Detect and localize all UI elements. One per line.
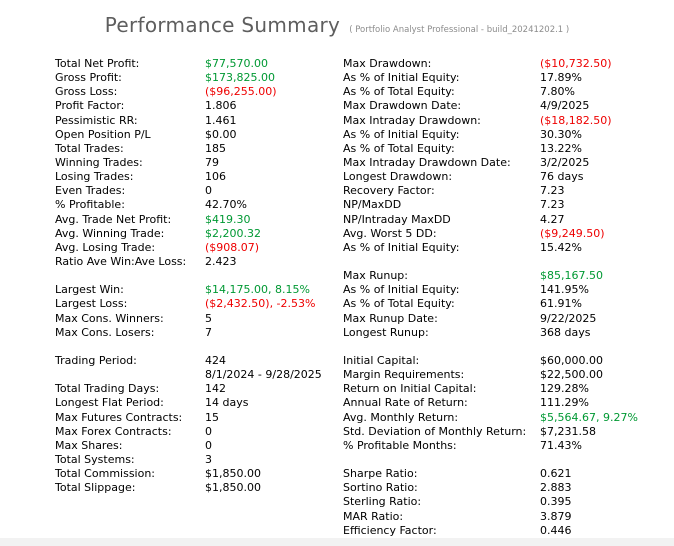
metric-label: Avg. Worst 5 DD: [343, 226, 437, 240]
metric-label: NP/MaxDD [343, 198, 402, 212]
table-row [55, 85, 674, 99]
metric-value: 2.883 [540, 481, 572, 495]
metric-label: Longest Drawdown: [343, 170, 453, 184]
metric-label: % Profitable Months: [343, 438, 457, 452]
table-row [55, 354, 674, 368]
metric-label: Sortino Ratio: [343, 481, 418, 495]
metric-label: Profit Factor: [55, 99, 125, 113]
report-header [0, 0, 674, 37]
metric-value: $5,564.67, 9.27% [540, 410, 638, 424]
metric-value: 1.461 [205, 113, 237, 127]
metric-label: Max Intraday Drawdown Date: [343, 156, 511, 170]
metric-value: $419.30 [205, 212, 251, 226]
metric-value: 30.30% [540, 127, 582, 141]
table-row [55, 382, 674, 396]
metric-value: 13.22% [540, 141, 582, 155]
table-row [55, 453, 674, 467]
table-row [55, 495, 674, 509]
table-row [55, 184, 674, 198]
table-row [55, 198, 674, 212]
metric-value: 76 days [540, 170, 584, 184]
table-row [55, 128, 674, 142]
metric-label: Largest Win: [55, 283, 124, 297]
metric-label: Max Drawdown: [343, 57, 432, 71]
table-row [55, 156, 674, 170]
metric-label: Max Runup Date: [343, 311, 438, 325]
metric-label: Avg. Losing Trade: [55, 240, 156, 254]
page-title: Performance Summary [104, 13, 341, 37]
metric-label: Max Futures Contracts: [55, 410, 183, 424]
metric-value: ($908.07) [205, 240, 260, 254]
table-row [55, 57, 674, 71]
metric-label: Efficiency Factor: [343, 523, 437, 537]
metric-label: Avg. Winning Trade: [55, 226, 165, 240]
metric-label: Std. Deviation of Monthly Return: [343, 424, 527, 438]
metric-label: Initial Capital: [343, 354, 420, 368]
metric-label: Avg. Trade Net Profit: [55, 212, 172, 226]
metric-label: Annual Rate of Return: [343, 396, 468, 410]
metric-label: Margin Requirements: [343, 368, 465, 382]
metric-value: 1.806 [205, 99, 237, 113]
metric-label: Max Cons. Losers: [55, 325, 155, 339]
metric-value: 4.27 [540, 212, 565, 226]
metric-label: Ratio Ave Win:Ave Loss: [55, 255, 187, 269]
table-row [55, 99, 674, 113]
metric-label: As % of Initial Equity: [343, 71, 460, 85]
table-row [55, 340, 674, 354]
table-row [55, 269, 674, 283]
metric-label: As % of Initial Equity: [343, 240, 460, 254]
metric-label: Max Shares: [55, 438, 123, 452]
metric-value: 71.43% [540, 438, 582, 452]
metric-value: 2.423 [205, 255, 237, 269]
metric-value: $85,167.50 [540, 269, 603, 283]
metric-label: Total Net Profit: [55, 57, 140, 71]
metric-label: Max Drawdown Date: [343, 99, 462, 113]
metric-label: Recovery Factor: [343, 184, 435, 198]
table-row [55, 481, 674, 495]
metric-label: Pessimistic RR: [55, 113, 138, 127]
metric-label: Max Runup: [343, 269, 408, 283]
table-row [55, 312, 674, 326]
metric-label: NP/Intraday MaxDD [343, 212, 451, 226]
metric-value: 3 [205, 453, 212, 466]
metric-value: 141.95% [540, 283, 589, 297]
metric-label: Avg. Monthly Return: [343, 410, 459, 424]
metric-value: 424 [205, 354, 226, 368]
table-row [55, 255, 674, 269]
metric-label: As % of Total Equity: [343, 85, 455, 99]
metric-label: Gross Profit: [55, 71, 122, 85]
metric-value: ($96,255.00) [205, 85, 277, 99]
table-row [55, 241, 674, 255]
metric-value: 7.23 [540, 198, 565, 212]
metric-value: 79 [205, 156, 219, 170]
metric-label: Max Forex Contracts: [55, 424, 172, 438]
metric-value: 9/22/2025 [540, 311, 597, 325]
metric-label: Total Systems: [55, 453, 135, 466]
metric-value: 61.91% [540, 297, 582, 311]
table-row [55, 524, 674, 538]
metric-label: Sharpe Ratio: [343, 467, 418, 481]
metric-label: Total Trading Days: [55, 382, 160, 396]
metric-label: Return on Initial Capital: [343, 382, 477, 396]
metric-label: % Profitable: [55, 198, 125, 212]
metric-value: 4/9/2025 [540, 99, 590, 113]
table-row [55, 326, 674, 340]
table-row [55, 114, 674, 128]
metric-value: 185 [205, 141, 226, 155]
metric-value: $0.00 [205, 127, 237, 141]
table-row [55, 227, 674, 241]
metric-label: As % of Total Equity: [343, 297, 455, 311]
table-row [55, 368, 674, 382]
metric-value: 7.23 [540, 184, 565, 198]
metric-value: 8/1/2024 - 9/28/2025 [205, 368, 322, 382]
build-version-label: ( Portfolio Analyst Professional - build_20241202.1 ) [349, 25, 570, 35]
metric-value: 368 days [540, 325, 591, 339]
summary-table [0, 57, 674, 538]
metric-label: As % of Total Equity: [343, 141, 455, 155]
metric-label: Longest Runup: [343, 325, 429, 339]
metric-label: Max Intraday Drawdown: [343, 113, 481, 127]
metric-label: Total Slippage: [55, 481, 136, 495]
metric-value: ($2,432.50), -2.53% [205, 297, 316, 311]
metric-value: 42.70% [205, 198, 247, 212]
table-row [55, 170, 674, 184]
metric-label: As % of Initial Equity: [343, 127, 460, 141]
metric-value: 7 [205, 325, 212, 339]
table-row [55, 142, 674, 156]
metric-value: $22,500.00 [540, 368, 603, 382]
metric-label: MAR Ratio: [343, 509, 404, 523]
metric-value: $14,175.00, 8.15% [205, 283, 310, 297]
metric-label: Trading Period: [55, 354, 137, 368]
metric-value: 129.28% [540, 382, 589, 396]
metric-value: 5 [205, 311, 212, 325]
metric-value: $77,570.00 [205, 57, 268, 71]
metric-label: Gross Loss: [55, 85, 118, 99]
metric-value: 142 [205, 382, 226, 396]
metric-value: 3.879 [540, 509, 572, 523]
metric-value: 0.395 [540, 495, 572, 509]
metric-label: Total Trades: [55, 141, 124, 155]
metric-value: 0.446 [540, 523, 572, 537]
table-row [55, 297, 674, 311]
metric-value: ($9,249.50) [540, 226, 605, 240]
table-row [55, 71, 674, 85]
metric-value: $2,200.32 [205, 226, 261, 240]
metric-value: 7.80% [540, 85, 575, 99]
metric-value: ($18,182.50) [540, 113, 612, 127]
metric-label: Sterling Ratio: [343, 495, 422, 509]
metric-label: Longest Flat Period: [55, 396, 164, 410]
metric-label: Total Commission: [55, 467, 156, 481]
metric-label: Even Trades: [55, 184, 126, 198]
metric-value: 15.42% [540, 240, 582, 254]
table-row [55, 213, 674, 227]
metric-label: Losing Trades: [55, 170, 134, 184]
table-row [55, 283, 674, 297]
metric-label: Max Cons. Winners: [55, 311, 164, 325]
metric-value: 15 [205, 410, 219, 424]
window-bottom-edge [0, 538, 674, 546]
table-row [55, 510, 674, 524]
metric-label: Open Position P/L [55, 127, 151, 141]
metric-value: 0 [205, 424, 212, 438]
metric-value: $7,231.58 [540, 424, 596, 438]
table-row [55, 467, 674, 481]
metric-label: Winning Trades: [55, 156, 143, 170]
metric-value: $60,000.00 [540, 354, 603, 368]
table-row [55, 396, 674, 410]
table-row [55, 439, 674, 453]
metric-value: 111.29% [540, 396, 589, 410]
metric-value: 0.621 [540, 467, 572, 481]
metric-value: $1,850.00 [205, 481, 261, 495]
metric-label: As % of Initial Equity: [343, 283, 460, 297]
metric-value: 106 [205, 170, 226, 184]
metric-label: Largest Loss: [55, 297, 128, 311]
table-row [55, 425, 674, 439]
table-row [55, 411, 674, 425]
metric-value: 0 [205, 184, 212, 198]
metric-value: 3/2/2025 [540, 156, 590, 170]
metric-value: $173,825.00 [205, 71, 275, 85]
metric-value: 17.89% [540, 71, 582, 85]
metric-value: ($10,732.50) [540, 57, 612, 71]
metric-value: 14 days [205, 396, 249, 410]
metric-value: $1,850.00 [205, 467, 261, 481]
metric-value: 0 [205, 438, 212, 452]
